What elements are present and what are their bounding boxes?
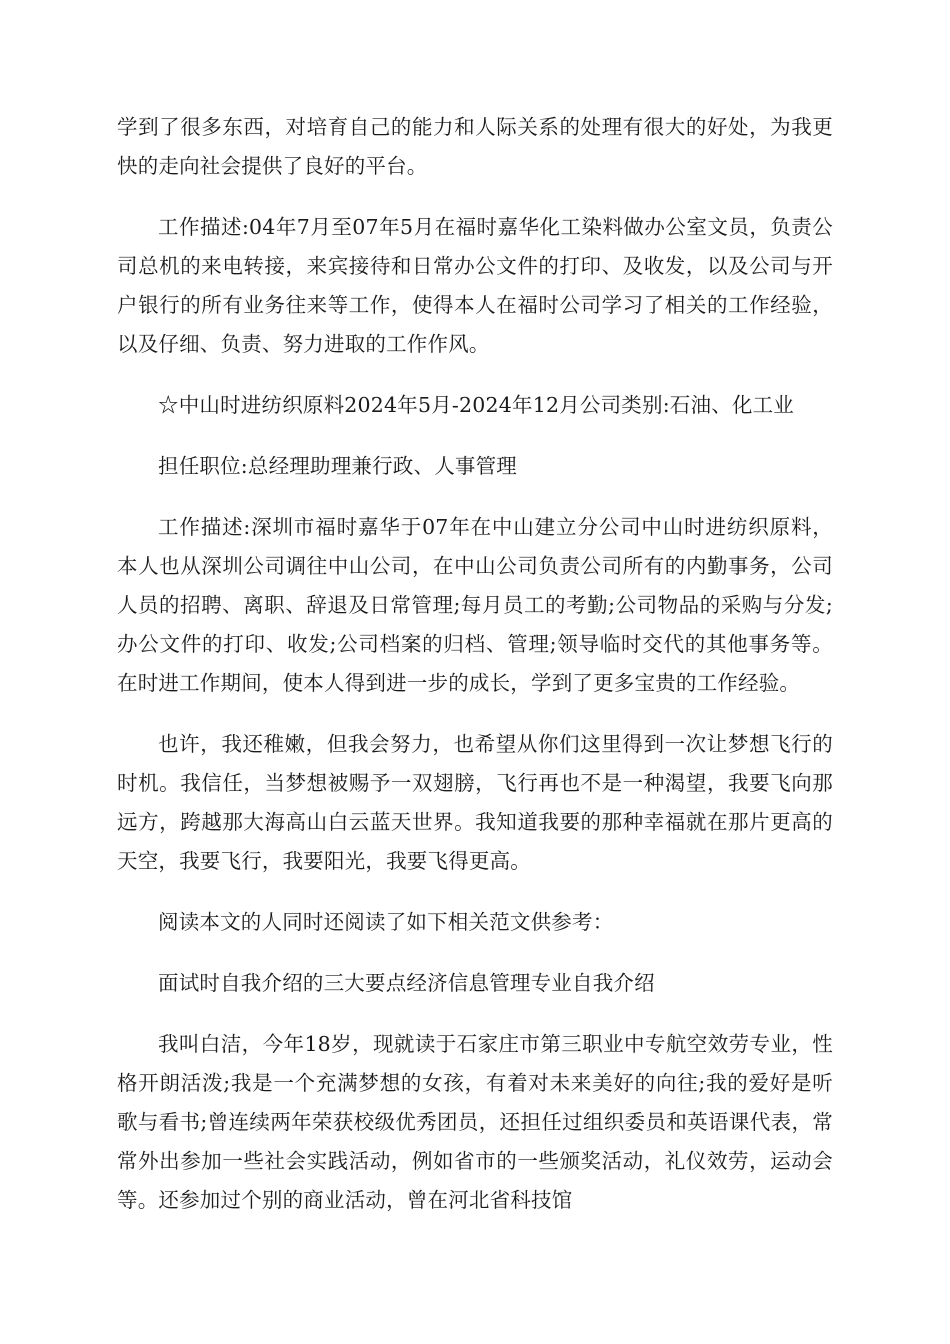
document-page [117,108,833,1242]
paragraph-related-title: 面试时自我介绍的三大要点经济信息管理专业自我介绍 [158,971,655,995]
paragraph-self-introduction: 我叫白洁，今年18岁，现就读于石家庄市第三职业中专航空效劳专业，性格开朗活泼;我是一个充满梦想的女孩，有着对未来美好的向往;我的爱好是听歌与看书;曾连续两年荣获校级优秀团员，还担任过组织委员和英语课代表，常常外出参加一些社会实践活动，例如省市的一些颁奖活动，礼仪效劳，运动会等。还参加过个别的商业活动，曾在河北省科技馆 [117,1032,833,1212]
paragraph-job-description-1: 工作描述:04年7月至07年5月在福时嘉华化工染料做办公室文员，负责公司总机的来电转接，来宾接待和日常办公文件的打印、及收发，以及公司与开户银行的所有业务往来等工作，使得本人在福时公司学习了相关的工作经验，以及仔细、负责、努力进取的工作作风。 [117,215,833,356]
paragraph-continuation: 学到了很多东西，对培育自己的能力和人际关系的处理有很大的好处，为我更快的走向社会提供了良好的平台。 [117,115,833,178]
paragraph-related-reading: 阅读本文的人同时还阅读了如下相关范文供参考： [158,910,614,934]
paragraph-aspiration: 也许，我还稚嫩，但我会努力，也希望从你们这里得到一次让梦想飞行的时机。我信任，当梦想被赐予一双翅膀，飞行再也不是一种渴望，我要飞向那远方，跨越那大海高山白云蓝天世界。我知道我要的那种幸福就在那片更高的天空，我要飞行，我要阳光，我要飞得更高。 [117,732,833,873]
paragraph-job-description-2: 工作描述:深圳市福时嘉华于07年在中山建立分公司中山时进纺织原料，本人也从深圳公司调往中山公司，在中山公司负责公司所有的内勤事务，公司人员的招聘、离职、辞退及日常管理;每月员工的考勤;公司物品的采购与分发;办公文件的打印、收发;公司档案的归档、管理;领导临时交代的其他事务等。在时进工作期间，使本人得到进一步的成长，学到了更多宝贵的工作经验。 [117,515,833,695]
paragraph-company-header: ☆中山时进纺织原料2024年5月-2024年12月公司类别:石油、化工业 [158,393,795,417]
paragraph-position: 担任职位:总经理助理兼行政、人事管理 [158,454,518,478]
